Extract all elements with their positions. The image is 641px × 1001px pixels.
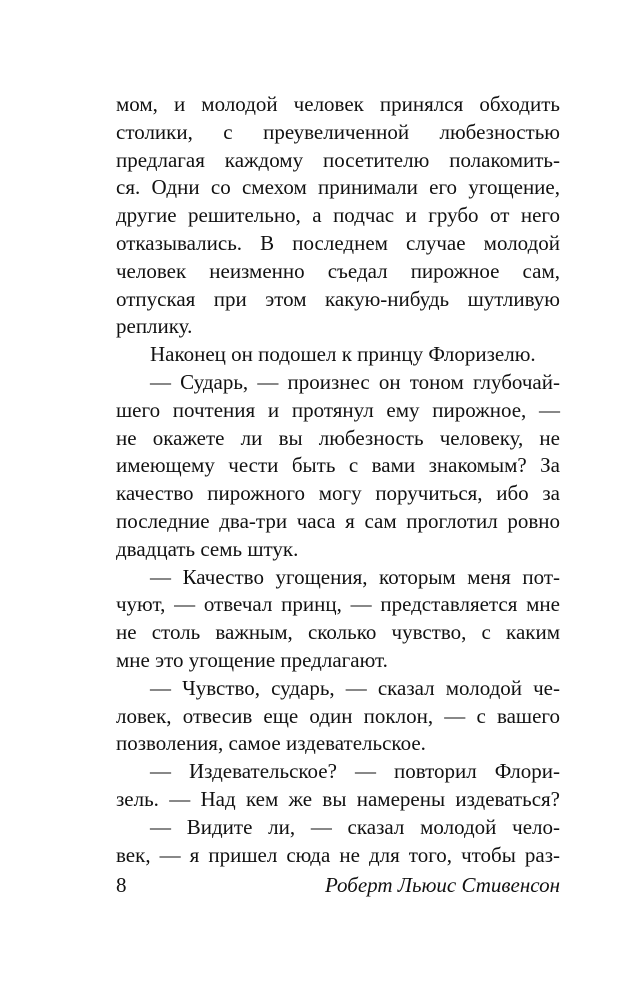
text-line: другие решительно, а подчас и грубо от него — [116, 203, 560, 228]
text-line: качество пирожного могу поручиться, ибо за — [116, 481, 560, 506]
text-line: не окажете ли вы любезность человеку, не — [116, 425, 560, 450]
text-line: мне это угощение предлагают. — [116, 647, 388, 672]
text-line: реплику. — [116, 314, 193, 339]
text-line: не столь важным, сколько чувство, с каким — [116, 620, 560, 645]
text-line: двадцать семь штук. — [116, 536, 299, 561]
text-line: — Издевательское? — повторил Флори- — [150, 759, 560, 784]
page-footer — [116, 873, 560, 903]
text-line: Наконец он подошел к принцу Флоризелю. — [150, 342, 536, 367]
body-text — [116, 91, 560, 869]
text-line: ся. Одни со смехом принимали его угощение, — [116, 175, 560, 200]
text-line: последние два-три часа я сам проглотил ровно — [116, 508, 560, 533]
page-number: 8 — [116, 873, 127, 897]
text-line: имеющему чести быть с вами знакомым? За — [116, 453, 560, 478]
text-line: шего почтения и протянул ему пирожное, — — [116, 397, 560, 422]
text-line: человек неизменно съедал пирожное сам, — [116, 258, 560, 283]
text-line: ловек, отвесив еще один поклон, — с вашего — [116, 703, 560, 728]
text-line: столики, с преувеличенной любезностью — [116, 119, 560, 144]
text-line: мом, и молодой человек принялся обходить — [116, 92, 560, 116]
text-line: зель. — Над кем же вы намерены издеваться? — [116, 786, 560, 811]
text-line: отказывались. В последнем случае молодой — [116, 230, 560, 255]
running-head: Роберт Льюис Стивенсон — [324, 873, 560, 897]
text-line: — Качество угощения, которым меня пот- — [150, 564, 560, 589]
text-line: век, — я пришел сюда не для того, чтобы раз- — [116, 842, 560, 867]
text-line: — Сударь, — произнес он тоном глубочай- — [150, 369, 560, 394]
text-line: — Видите ли, — сказал молодой чело- — [150, 814, 560, 839]
text-line: отпуская при этом какую-нибудь шутливую — [116, 286, 560, 311]
text-line: позволения, самое издевательское. — [116, 731, 426, 756]
text-line: предлагая каждому посетителю полакомить- — [116, 147, 560, 172]
text-line: чуют, — отвечал принц, — представляется мне — [116, 592, 560, 617]
text-line: — Чувство, сударь, — сказал молодой че- — [150, 675, 560, 700]
